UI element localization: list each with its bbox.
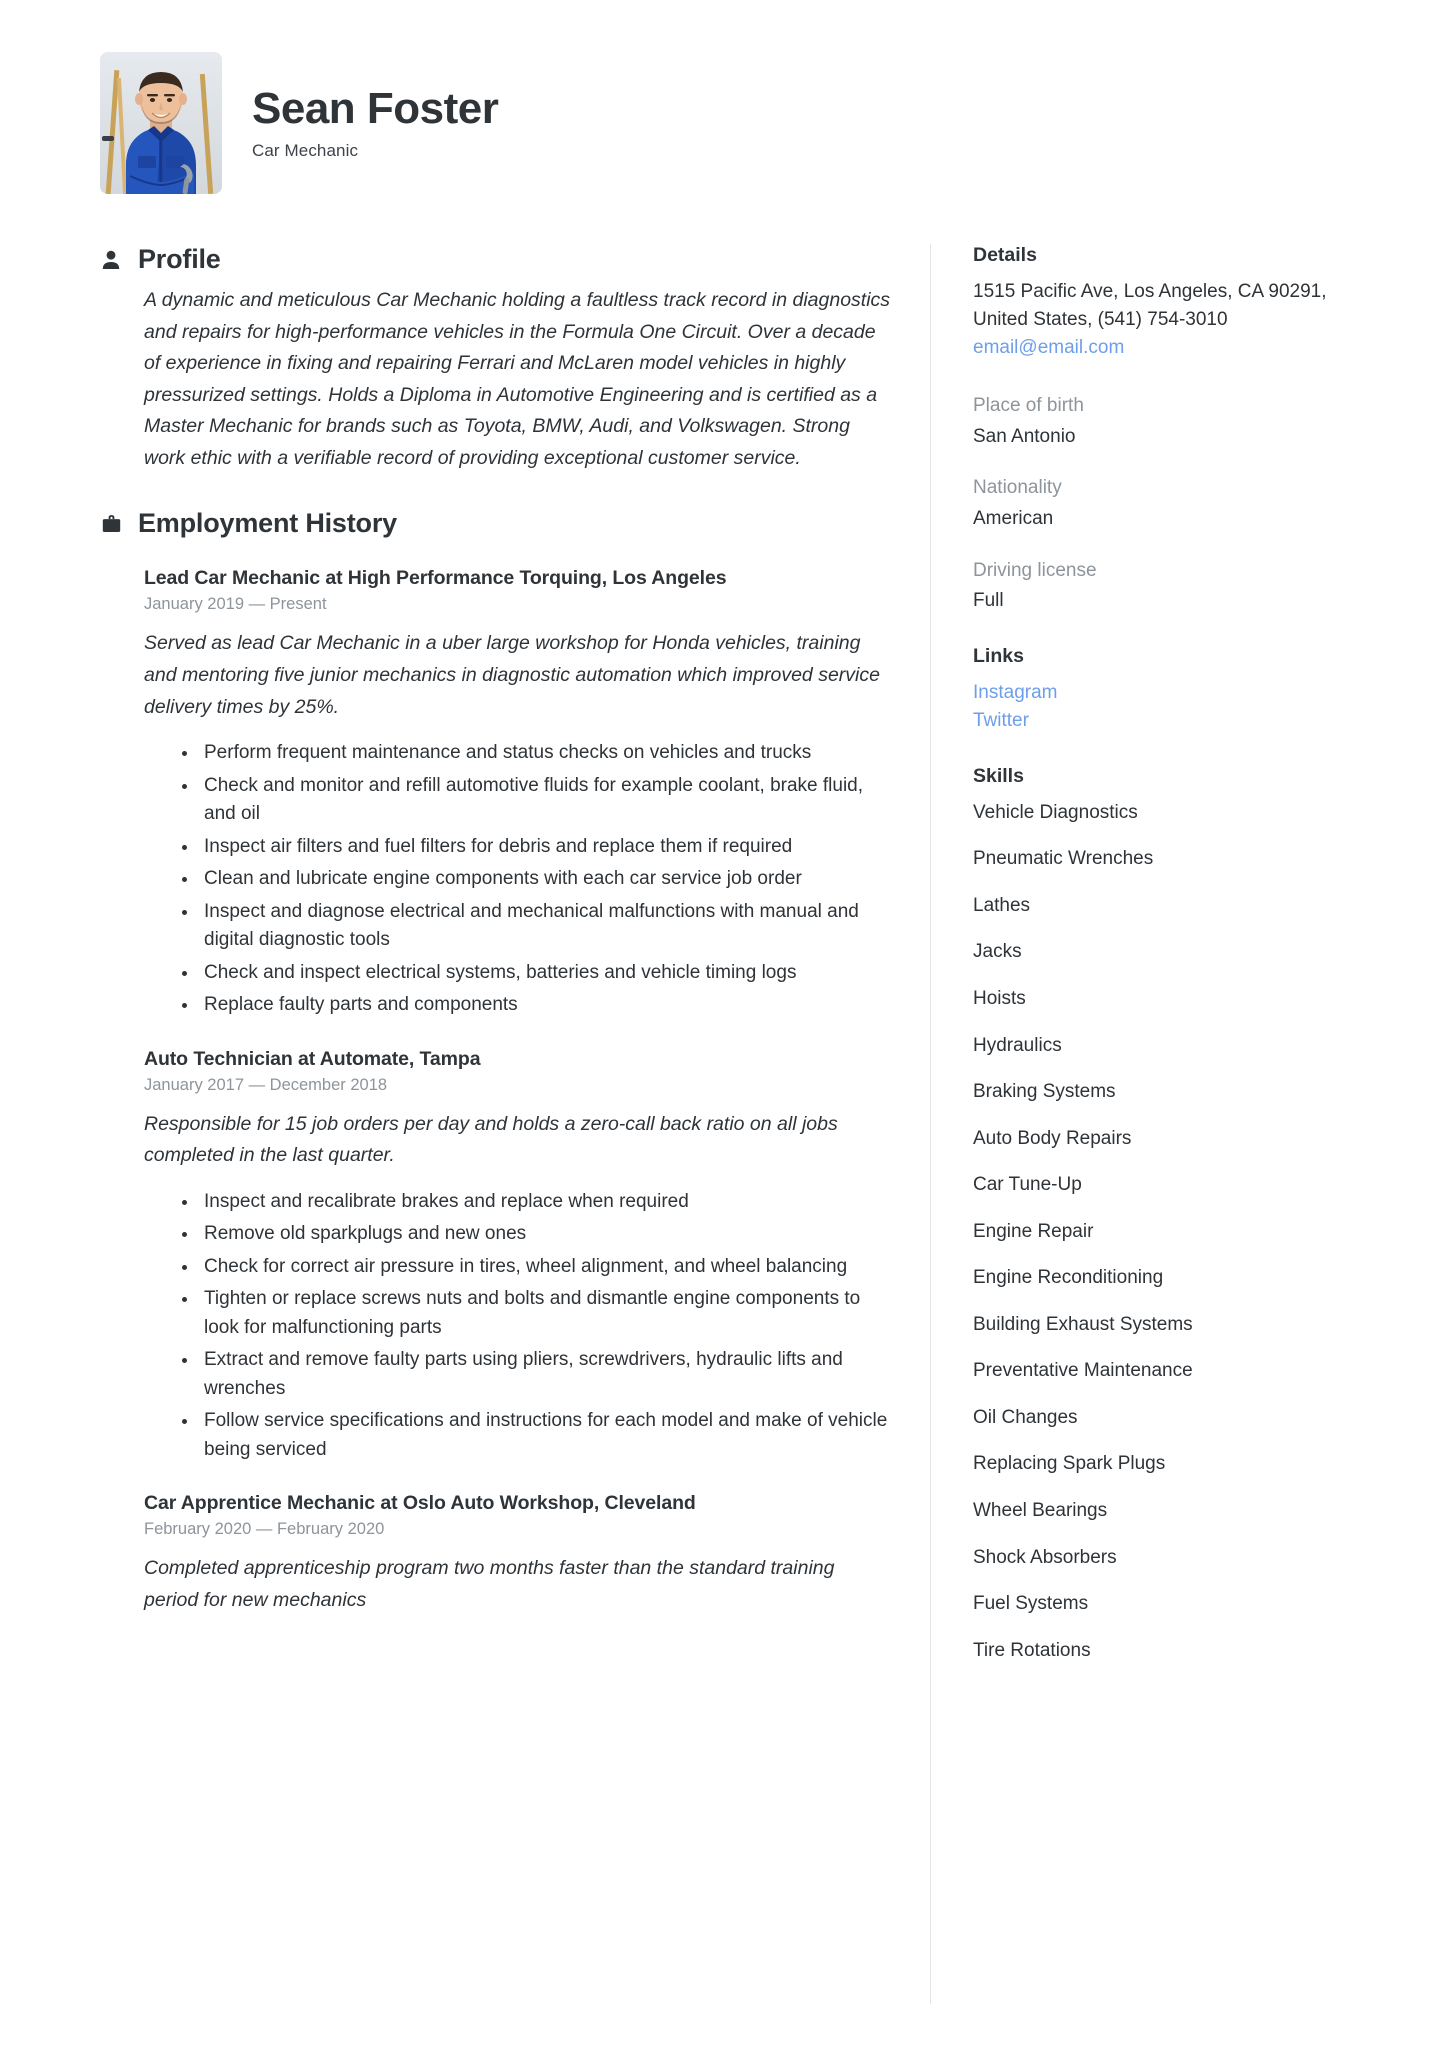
profile-text: A dynamic and meticulous Car Mechanic holding a faultless track record in diagnostics and repairs for high-performance vehicles in the Formula One Circuit. Over a decade of experience in fixing and repairing Ferrari and McLaren model vehicles in highly pressurized settings. Holds a Diploma in Automotive Engineering and is certified as a Master Mechanic for brands such as Toyota, BMW, Audi, and Volkswagen. Strong work ethic with a verifiable record of providing exceptional customer service. xyxy=(144,289,891,469)
briefcase-icon xyxy=(100,512,122,536)
job-title: Car Apprentice Mechanic at Oslo Auto Workshop, Cleveland xyxy=(144,1492,696,1515)
field-place-of-birth xyxy=(973,392,1364,450)
job-bullet-list xyxy=(178,1188,894,1465)
field-value: American xyxy=(973,507,1054,529)
header-text xyxy=(252,85,498,160)
section-profile xyxy=(100,244,894,474)
job-summary: Completed apprenticeship program two months faster than the standard training period for new mechanics xyxy=(144,1557,835,1611)
job-bullet: Remove old sparkplugs and new ones xyxy=(178,1220,894,1249)
job-bullet: Check and monitor and refill automotive fluids for example coolant, brake fluid, and oil xyxy=(178,772,894,829)
job-bullet: Check for correct air pressure in tires, wheel alignment, and wheel balancing xyxy=(178,1253,894,1282)
section-employment xyxy=(100,508,894,1616)
sidebar-column xyxy=(930,244,1364,2004)
job-bullet: Inspect air filters and fuel filters for debris and replace them if required xyxy=(178,833,894,862)
job-bullet: Check and inspect electrical systems, batteries and vehicle timing logs xyxy=(178,959,894,988)
job-dates: February 2020 — February 2020 xyxy=(144,1520,385,1539)
job-bullet: Replace faulty parts and components xyxy=(178,991,894,1020)
job-summary: Responsible for 15 job orders per day and holds a zero-call back ratio on all jobs completed in the last quarter. xyxy=(144,1112,838,1167)
job-entry-2 xyxy=(144,1492,894,1616)
skills-list xyxy=(973,799,1364,1664)
skill-item: Preventative Maintenance xyxy=(973,1360,1193,1382)
person-icon xyxy=(100,248,122,272)
skill-item: Lathes xyxy=(973,894,1031,916)
field-value: San Antonio xyxy=(973,425,1076,447)
resume-body xyxy=(100,244,1364,2004)
avatar xyxy=(100,52,222,194)
job-bullet-list xyxy=(178,739,894,1020)
sidebar-links xyxy=(973,645,1364,735)
skill-item: Engine Reconditioning xyxy=(973,1267,1164,1289)
job-dates: January 2019 — Present xyxy=(144,595,327,614)
field-label: Place of birth xyxy=(973,395,1084,417)
link-instagram[interactable]: Instagram xyxy=(973,681,1058,703)
job-bullet: Extract and remove faulty parts using pliers, screwdrivers, hydraulic lifts and wrenches xyxy=(178,1346,894,1403)
skill-item: Tire Rotations xyxy=(973,1639,1091,1661)
job-bullet: Follow service specifications and instructions for each model and make of vehicle being serviced xyxy=(178,1407,894,1464)
main-column xyxy=(100,244,930,1651)
sidebar-details xyxy=(973,244,1364,362)
job-bullet: Tighten or replace screws nuts and bolts and dismantle engine components to look for malfunctioning parts xyxy=(178,1285,894,1342)
skill-item: Auto Body Repairs xyxy=(973,1127,1132,1149)
job-bullet: Inspect and recalibrate brakes and replace when required xyxy=(178,1188,894,1217)
mechanic-portrait-photo xyxy=(100,52,222,194)
job-bullet: Inspect and diagnose electrical and mechanical malfunctions with manual and digital diagnostic tools xyxy=(178,898,894,955)
skill-item: Pneumatic Wrenches xyxy=(973,848,1154,870)
skill-item: Shock Absorbers xyxy=(973,1546,1117,1568)
sidebar-skills xyxy=(973,765,1364,1664)
resume-header xyxy=(100,52,1364,194)
skill-item: Wheel Bearings xyxy=(973,1500,1108,1522)
field-label: Driving license xyxy=(973,559,1097,581)
skill-item: Car Tune-Up xyxy=(973,1174,1082,1196)
field-label: Nationality xyxy=(973,477,1062,499)
link-twitter[interactable]: Twitter xyxy=(973,709,1029,731)
skill-item: Fuel Systems xyxy=(973,1593,1089,1615)
job-summary: Served as lead Car Mechanic in a uber large workshop for Honda vehicles, training and mentoring five junior mechanics in diagnostic automation which improved service delivery times by 25%. xyxy=(144,632,880,718)
links-list xyxy=(973,679,1364,735)
sidebar-detail-fields xyxy=(973,392,1364,614)
section-title-profile: Profile xyxy=(138,244,221,274)
skill-item: Engine Repair xyxy=(973,1220,1094,1242)
field-driving-license xyxy=(973,557,1364,615)
page-title: Sean Foster xyxy=(252,84,499,134)
job-bullet: Perform frequent maintenance and status checks on vehicles and trucks xyxy=(178,739,894,768)
job-bullet: Clean and lubricate engine components with each car service job order xyxy=(178,865,894,894)
skill-item: Braking Systems xyxy=(973,1081,1116,1103)
field-nationality xyxy=(973,474,1364,532)
skill-item: Hydraulics xyxy=(973,1034,1062,1056)
sidebar-title-details: Details xyxy=(973,244,1037,266)
skill-item: Hoists xyxy=(973,988,1026,1010)
job-dates: January 2017 — December 2018 xyxy=(144,1075,388,1094)
skill-item: Vehicle Diagnostics xyxy=(973,801,1138,823)
section-title-employment: Employment History xyxy=(138,508,397,539)
skill-item: Replacing Spark Plugs xyxy=(973,1453,1166,1475)
profile-heading-row xyxy=(100,244,894,275)
email-link[interactable]: email@email.com xyxy=(973,337,1125,359)
field-value: Full xyxy=(973,590,1004,612)
job-entry-1 xyxy=(144,1048,894,1465)
employment-heading-row xyxy=(100,508,894,539)
job-entry-0 xyxy=(144,567,894,1019)
skill-item: Jacks xyxy=(973,941,1022,963)
sidebar-title-skills: Skills xyxy=(973,764,1024,787)
contact-address: 1515 Pacific Ave, Los Angeles, CA 90291, United States, (541) 754-3010 xyxy=(973,281,1327,331)
job-title: Lead Car Mechanic at High Performance Torquing, Los Angeles xyxy=(144,567,727,590)
skill-item: Oil Changes xyxy=(973,1406,1078,1428)
header-subtitle: Car Mechanic xyxy=(252,140,359,160)
sidebar-title-links: Links xyxy=(973,644,1024,667)
skill-item: Building Exhaust Systems xyxy=(973,1313,1193,1335)
job-title: Auto Technician at Automate, Tampa xyxy=(144,1047,481,1070)
